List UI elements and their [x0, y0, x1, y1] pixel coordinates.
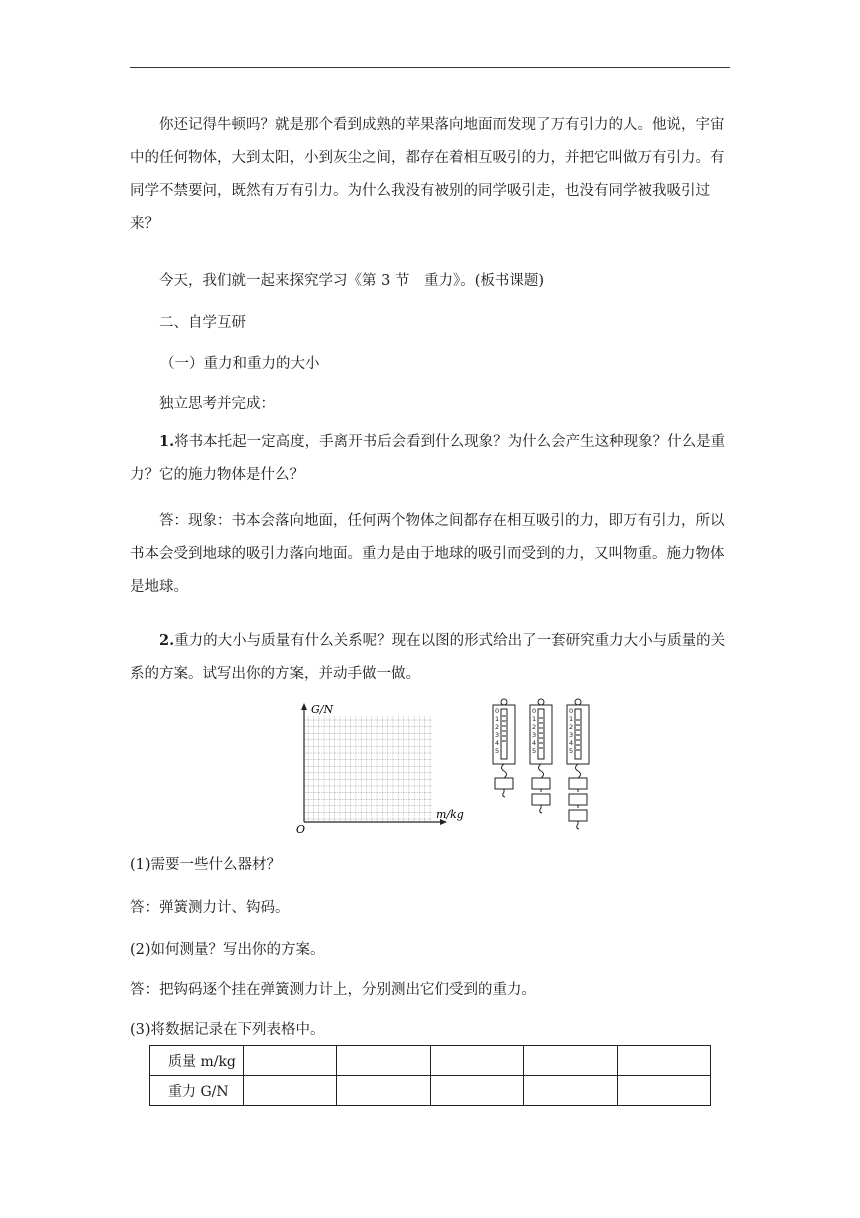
origin-label: O	[296, 823, 306, 836]
header-rule	[130, 67, 730, 68]
instruction-text: 独立思考并完成：	[159, 396, 275, 412]
svg-text:3: 3	[569, 731, 574, 739]
x-axis-label: m/kg	[436, 808, 464, 821]
section-heading: 二、自学互研	[159, 315, 246, 331]
data-table	[149, 1045, 711, 1106]
svg-text:5: 5	[495, 747, 500, 755]
svg-text:0: 0	[495, 707, 500, 715]
svg-text:1: 1	[569, 715, 574, 723]
question-1	[130, 425, 730, 492]
svg-text:4: 4	[495, 739, 500, 747]
svg-text:5: 5	[569, 747, 574, 755]
table-cell[interactable]	[524, 1046, 617, 1076]
subsection-heading: （一）重力和重力的大小	[160, 356, 320, 372]
intro-paragraph: 你还记得牛顿吗？就是那个看到成熟的苹果落向地面而发现了万有引力的人。他说，宇宙中的任何物体，大到太阳，小到灰尘之间，都存在着相互吸引的力，并把它叫做万有引力。有同学不禁要问，既然有万有引力。为什么我没有被别的同学吸引走，也没有同学被我吸引过来？	[130, 117, 725, 232]
y-axis-arrow	[301, 703, 307, 710]
table-cell[interactable]	[244, 1046, 337, 1076]
spring-scales-figure	[487, 696, 602, 844]
table-cell[interactable]	[430, 1076, 523, 1106]
svg-text:1: 1	[532, 715, 537, 723]
sub-question-2: (2)如何测量？写出你的方案。	[130, 942, 325, 958]
svg-text:2: 2	[495, 723, 500, 731]
g-m-graph	[292, 700, 472, 836]
table-cell[interactable]	[244, 1076, 337, 1106]
sub-question-3: (3)将数据记录在下列表格中。	[130, 1022, 325, 1038]
sub-answer-2: 答：把钩码逐个挂在弹簧测力计上，分别测出它们受到的重力。	[130, 982, 536, 998]
question-1-number: 1.	[159, 433, 175, 450]
svg-text:3: 3	[532, 731, 537, 739]
question-2-text: 重力的大小与质量有什么关系呢？现在以图的形式给出了一套研究重力大小与质量的关系的方案。试写出你的方案，并动手做一做。	[130, 633, 726, 682]
question-2-number: 2.	[159, 632, 175, 649]
svg-text:0: 0	[569, 707, 574, 715]
svg-text:2: 2	[532, 723, 537, 731]
table-cell[interactable]	[617, 1046, 710, 1076]
svg-text:0: 0	[532, 707, 537, 715]
table-cell[interactable]	[337, 1076, 430, 1106]
table-cell[interactable]	[337, 1046, 430, 1076]
table-cell[interactable]	[524, 1076, 617, 1106]
table-cell[interactable]	[430, 1046, 523, 1076]
weight-label: 重力 G/N	[150, 1076, 244, 1106]
svg-text:5: 5	[532, 747, 537, 755]
question-2	[130, 624, 730, 691]
sub-question-1: (1)需要一些什么器材？	[130, 857, 282, 873]
table-row-weight	[150, 1076, 711, 1106]
question-1-answer: 答：现象：书本会落向地面，任何两个物体之间都存在相互吸引的力，即万有引力，所以书本会受到地球的吸引力落向地面。重力是由于地球的吸引而受到的力，又叫物重。施力物体是地球。	[130, 513, 725, 595]
y-axis-label: G/N	[311, 703, 334, 716]
question-1-text: 将书本托起一定高度，手离开书后会看到什么现象？为什么会产生这种现象？什么是重力？它的施力物体是什么？	[130, 434, 726, 483]
svg-text:2: 2	[569, 723, 574, 731]
table-row-mass	[150, 1046, 711, 1076]
svg-text:1: 1	[495, 715, 500, 723]
sub-answer-1: 答：弹簧测力计、钩码。	[130, 900, 290, 916]
graph-grid	[304, 716, 432, 822]
lesson-title-paragraph: 今天，我们就一起来探究学习《第 3 节 重力》。(板书课题)	[159, 273, 545, 289]
svg-text:4: 4	[532, 739, 537, 747]
mass-label: 质量 m/kg	[150, 1046, 244, 1076]
svg-text:3: 3	[495, 731, 500, 739]
table-cell[interactable]	[617, 1076, 710, 1106]
svg-text:4: 4	[569, 739, 574, 747]
